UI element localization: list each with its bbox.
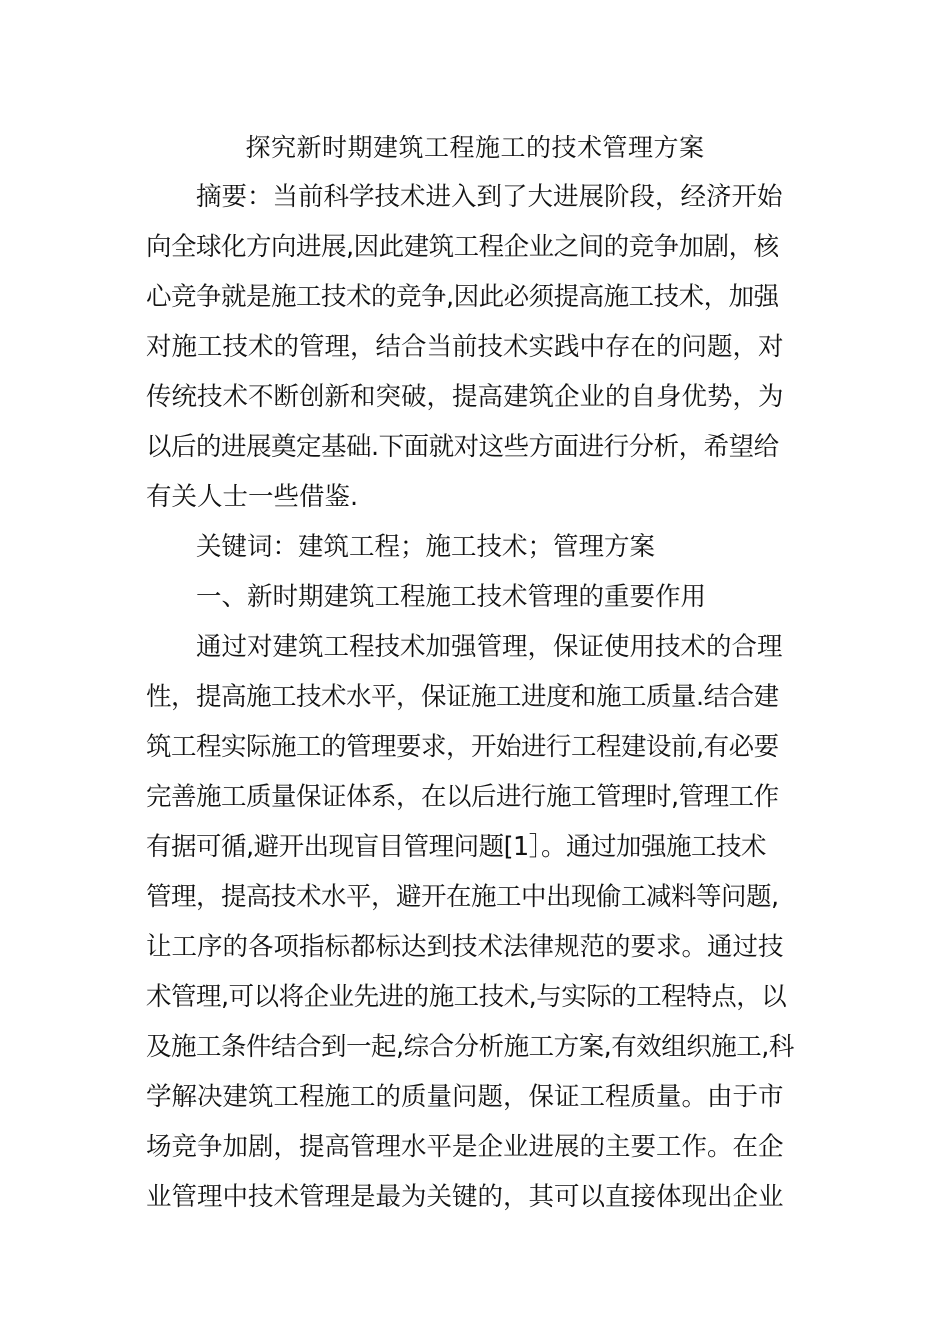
keywords-line: 关键词：建筑工程；施工技术；管理方案 [196, 532, 656, 562]
body-line: 及施工条件结合到一起,综合分析施工方案,有效组织施工,科 [146, 1032, 794, 1062]
body-line: 通过对建筑工程技术加强管理，保证使用技术的合理 [196, 632, 783, 662]
body-line: 场竞争加剧，提高管理水平是企业进展的主要工作。在企 [146, 1132, 784, 1162]
body-line: 有据可循,避开出现盲目管理问题[1］。通过加强施工技术 [146, 832, 767, 862]
body-line: 让工序的各项指标都标达到技术法律规范的要求。通过技 [146, 932, 784, 962]
section-heading: 一、新时期建筑工程施工技术管理的重要作用 [196, 582, 707, 612]
abstract-line: 对施工技术的管理，结合当前技术实践中存在的问题，对 [146, 332, 784, 362]
abstract-line: 有关人士一些借鉴. [146, 482, 359, 512]
abstract-line: 向全球化方向进展,因此建筑工程企业之间的竞争加剧，核 [146, 232, 779, 262]
abstract-line: 以后的进展奠定基础.下面就对这些方面进行分析，希望给 [146, 432, 779, 462]
body-line: 性，提高施工技术水平，保证施工进度和施工质量.结合建 [146, 682, 779, 712]
abstract-line: 摘要：当前科学技术进入到了大进展阶段，经济开始 [196, 182, 783, 212]
body-line: 筑工程实际施工的管理要求，开始进行工程建设前,有必要 [146, 732, 779, 762]
body-line: 完善施工质量保证体系，在以后进行施工管理时,管理工作 [146, 782, 779, 812]
abstract-line: 心竞争就是施工技术的竞争,因此必须提高施工技术，加强 [146, 282, 779, 312]
abstract-line: 传统技术不断创新和突破，提高建筑企业的自身优势，为 [146, 382, 784, 412]
body-line: 业管理中技术管理是最为关键的，其可以直接体现出企业 [146, 1182, 784, 1212]
body-line: 术管理,可以将企业先进的施工技术,与实际的工程特点，以 [146, 982, 787, 1012]
body-line: 管理，提高技术水平，避开在施工中出现偷工减料等问题, [146, 882, 779, 912]
body-line: 学解决建筑工程施工的质量问题，保证工程质量。由于市 [146, 1082, 784, 1112]
document-title: 探究新时期建筑工程施工的技术管理方案 [245, 133, 705, 162]
